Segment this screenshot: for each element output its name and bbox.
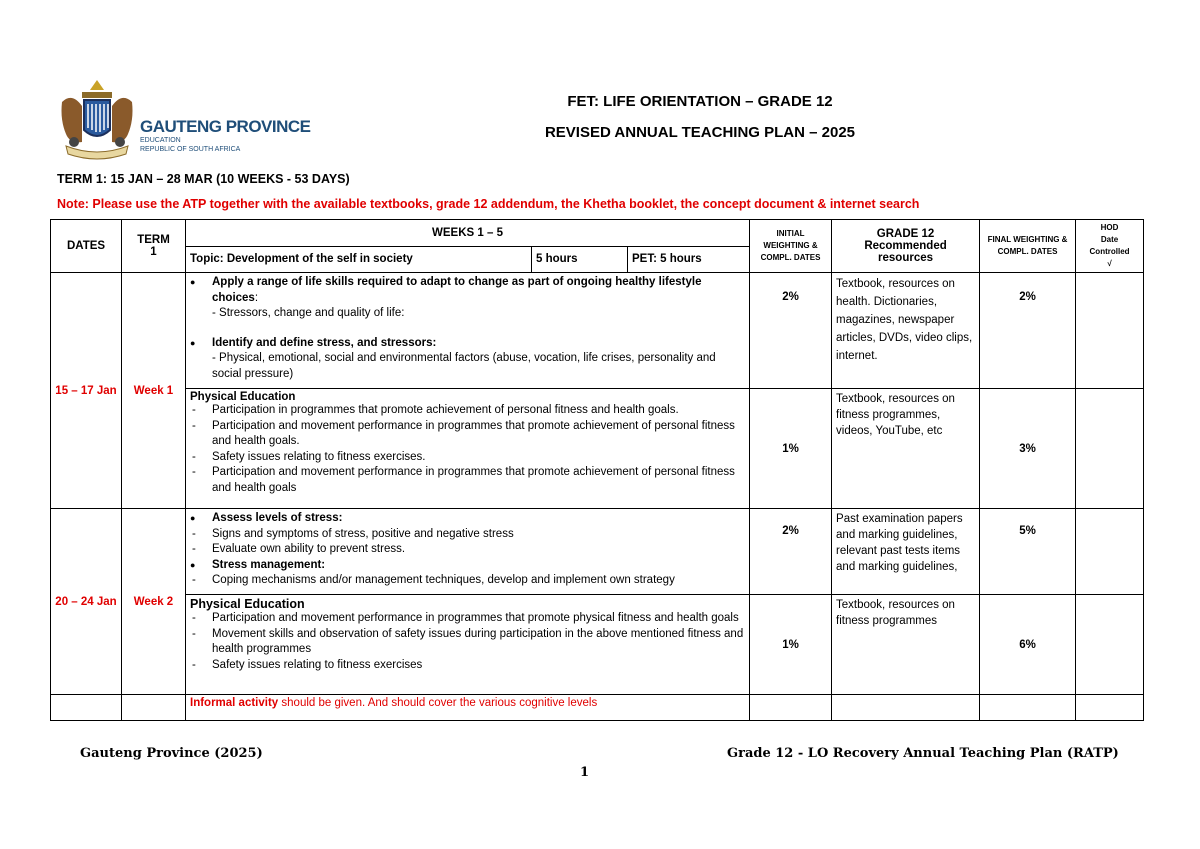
teaching-plan-table <box>50 219 1144 721</box>
week2-b-resources: Textbook, resources on fitness programmes <box>832 595 980 695</box>
week1-pe-title: Physical Education <box>190 391 296 403</box>
page-number: 1 <box>580 765 590 780</box>
informal-activity-cell <box>186 695 750 721</box>
list-item: - Safety issues relating to fitness exercises. <box>190 450 745 466</box>
list-item: - Movement skills and observation of safety issues during participation in the above mentioned fitness and health programmes <box>190 627 745 658</box>
week2-pe-title: Physical Education <box>190 597 305 611</box>
informal-empty-dates <box>51 695 122 721</box>
week1-item1-sub: - Stressors, change and quality of life: <box>212 307 405 319</box>
header-term-label: TERM <box>137 234 170 246</box>
term-heading: TERM 1: 15 JAN – 28 MAR (10 WEEKS - 53 DAYS) <box>57 172 350 186</box>
header-hours: 5 hours <box>532 246 628 273</box>
table-row <box>51 389 1144 509</box>
week2-a-initial: 2% <box>750 509 832 595</box>
header-hod-label: HOD <box>1100 223 1119 232</box>
week1-dates: 15 – 17 Jan <box>51 273 122 509</box>
informal-empty-final <box>980 695 1076 721</box>
table-row <box>51 509 1144 595</box>
logo-province-name: GAUTENG PROVINCE <box>140 117 311 136</box>
week2-b-final: 6% <box>980 595 1076 695</box>
header-dates: DATES <box>51 220 122 273</box>
week2-dates: 20 – 24 Jan <box>51 509 122 695</box>
week1-item1-colon: : <box>254 291 259 304</box>
page-title: FET: LIFE ORIENTATION – GRADE 12 <box>567 93 833 110</box>
informal-empty-hod <box>1076 695 1144 721</box>
list-item: - Participation and movement performance in programmes that promote achievement of personal fitness and health goals <box>190 465 745 496</box>
header-initial-weighting: INITIAL WEIGHTING & COMPL. DATES <box>750 220 832 273</box>
table-row <box>51 595 1144 695</box>
footer-right: Grade 12 - LO Recovery Annual Teaching Plan (RATP) <box>727 746 1119 761</box>
header-recommended: Recommended resources <box>864 240 947 264</box>
week2-label: Week 2 <box>122 509 186 695</box>
list-item: - Evaluate own ability to prevent stress. <box>190 542 745 558</box>
week2-b-initial: 1% <box>750 595 832 695</box>
week2-a-hod <box>1076 509 1144 595</box>
week1-label: Week 1 <box>122 273 186 509</box>
header-hod <box>1076 220 1144 273</box>
week2-content-b <box>186 595 750 695</box>
list-item: - Safety issues relating to fitness exercises <box>190 658 745 674</box>
logo-country: REPUBLIC OF SOUTH AFRICA <box>140 146 241 153</box>
list-item: - Coping mechanisms and/or management techniques, develop and implement own strategy <box>190 573 745 589</box>
week1-b-final: 3% <box>980 389 1076 509</box>
week1-item2-sub: - Physical, emotional, social and environmental factors (abuse, vocation, life crises, personality and social pressure) <box>212 352 716 380</box>
list-item: - Participation in programmes that promote achievement of personal fitness and health goals. <box>190 403 745 419</box>
week2-a-final: 5% <box>980 509 1076 595</box>
table-row <box>51 273 1144 389</box>
header-resources <box>832 220 980 273</box>
header-term-number: 1 <box>150 246 157 258</box>
week1-a-final: 2% <box>980 273 1076 389</box>
week1-a-resources: Textbook, resources on health. Dictionaries, magazines, newspaper articles, DVDs, video clips, internet. <box>832 273 980 389</box>
footer-left: Gauteng Province (2025) <box>80 746 263 761</box>
logo-department: EDUCATION <box>140 137 181 144</box>
tick-mark: √ <box>1107 259 1112 268</box>
week1-b-hod <box>1076 389 1144 509</box>
week2-a-resources: Past examination papers and marking guidelines, relevant past tests items and marking guidelines, <box>832 509 980 595</box>
header-final-weighting: FINAL WEIGHTING & COMPL. DATES <box>980 220 1076 273</box>
list-item: - Participation and movement performance in programmes that promote physical fitness and health goals <box>190 611 745 627</box>
note-text: Note: Please use the ATP together with the available textbooks, grade 12 addendum, the Khetha booklet, the concept document & internet search <box>57 197 920 211</box>
header-pet: PET: 5 hours <box>628 246 750 273</box>
week1-item1: Apply a range of life skills required to adapt to change as part of ongoing healthy lifestyle choices <box>212 276 702 304</box>
header-date-controlled: Date Controlled <box>1089 235 1130 256</box>
informal-empty-initial <box>750 695 832 721</box>
week1-b-resources: Textbook, resources on fitness programmes, videos, YouTube, etc <box>832 389 980 509</box>
informal-empty-term <box>122 695 186 721</box>
week1-item2: Identify and define stress, and stressors: <box>212 336 437 349</box>
week2-content-a <box>186 509 750 595</box>
informal-empty-resources <box>832 695 980 721</box>
header-topic: Topic: Development of the self in society <box>186 246 532 273</box>
week1-content-a <box>186 273 750 389</box>
week2-head1: Assess levels of stress: <box>212 512 343 524</box>
header-term <box>122 220 186 273</box>
informal-activity-text: should be given. And should cover the various cognitive levels <box>278 697 598 709</box>
week1-a-initial: 2% <box>750 273 832 389</box>
coat-of-arms-icon <box>52 72 142 164</box>
header-weeks: WEEKS 1 – 5 <box>186 220 750 247</box>
informal-activity-label: Informal activity <box>190 697 279 709</box>
table-row <box>51 695 1144 721</box>
page-subtitle: REVISED ANNUAL TEACHING PLAN – 2025 <box>544 124 856 141</box>
week1-a-hod <box>1076 273 1144 389</box>
header-grade: GRADE 12 <box>876 228 935 240</box>
week1-content-b <box>186 389 750 509</box>
week2-head2: Stress management: <box>212 558 326 571</box>
week2-b-hod <box>1076 595 1144 695</box>
list-item: - Signs and symptoms of stress, positive and negative stress <box>190 527 745 543</box>
week1-b-initial: 1% <box>750 389 832 509</box>
list-item: - Participation and movement performance in programmes that promote achievement of personal fitness and health goals. <box>190 419 745 450</box>
